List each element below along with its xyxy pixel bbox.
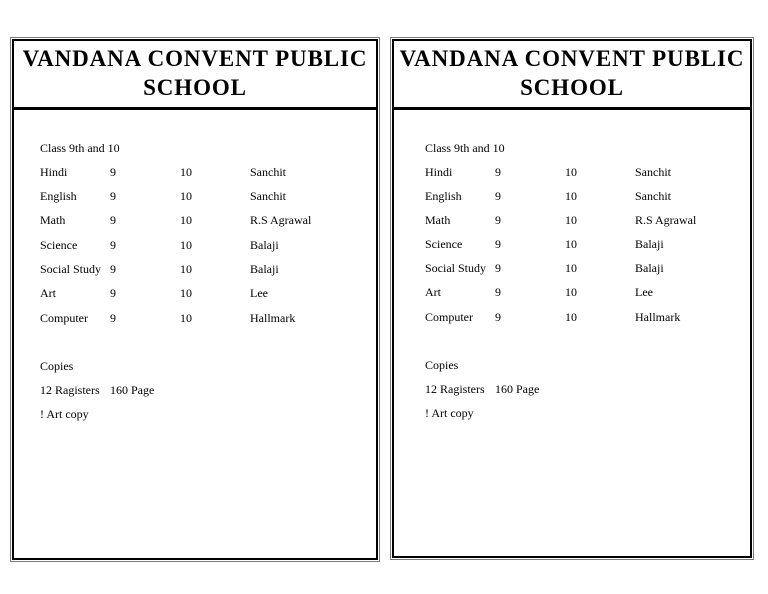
- subject: Science: [40, 238, 78, 252]
- copies-item: ! Art copy: [425, 406, 474, 420]
- publisher: Balaji: [635, 261, 664, 275]
- subject: Art: [40, 286, 56, 300]
- subject: Hindi: [425, 165, 453, 179]
- copies-label-text: Copies: [40, 359, 74, 373]
- class-b: 10: [180, 213, 192, 227]
- class-b: 10: [565, 165, 577, 179]
- school-name-line1: VANDANA CONVENT PUBLIC: [399, 46, 745, 71]
- class-a: 9: [495, 213, 501, 227]
- subject: Math: [425, 213, 451, 227]
- school-name: [14, 44, 376, 102]
- copies-detail: 160 Page: [495, 382, 540, 396]
- class-a: 9: [495, 310, 501, 324]
- card-inner-border: [12, 39, 378, 560]
- class-a: 9: [110, 262, 116, 276]
- publisher: R.S Agrawal: [635, 213, 697, 227]
- card-header: [394, 41, 750, 110]
- publisher: Sanchit: [635, 165, 671, 179]
- book-list-card-right: [390, 37, 754, 560]
- card-header: [14, 41, 376, 110]
- subject: Math: [40, 213, 66, 227]
- publisher: Lee: [250, 286, 268, 300]
- class-b: 10: [180, 238, 192, 252]
- class-a: 9: [495, 165, 501, 179]
- class-b: 10: [565, 285, 577, 299]
- class-a: 9: [110, 213, 116, 227]
- subject: Hindi: [40, 165, 68, 179]
- subject: Computer: [40, 311, 88, 325]
- school-name-line2: SCHOOL: [143, 75, 247, 100]
- class-b: 10: [565, 189, 577, 203]
- publisher: Balaji: [250, 262, 279, 276]
- publisher: Hallmark: [635, 310, 681, 324]
- class-a: 9: [110, 286, 116, 300]
- class-b: 10: [565, 310, 577, 324]
- copies-detail: 160 Page: [110, 383, 155, 397]
- copies-label-text: Copies: [425, 358, 459, 372]
- class-b: 10: [180, 286, 192, 300]
- book-list-card-left: [10, 37, 380, 562]
- publisher: Balaji: [635, 237, 664, 251]
- class-a: 9: [110, 189, 116, 203]
- class-a: 9: [495, 285, 501, 299]
- school-name-line1: VANDANA CONVENT PUBLIC: [22, 46, 368, 71]
- school-name: [394, 44, 750, 102]
- publisher: Hallmark: [250, 311, 296, 325]
- class-b: 10: [565, 261, 577, 275]
- class-a: 9: [495, 189, 501, 203]
- subject: Social Study: [40, 262, 102, 276]
- copies-item: ! Art copy: [40, 407, 89, 421]
- class-label-text: Class 9th and 10: [40, 141, 120, 155]
- publisher: Sanchit: [635, 189, 671, 203]
- class-b: 10: [180, 165, 192, 179]
- publisher: Lee: [635, 285, 653, 299]
- subject: English: [40, 189, 77, 203]
- subject: Computer: [425, 310, 473, 324]
- class-label-text: Class 9th and 10: [425, 141, 505, 155]
- copies-item: 12 Ragisters: [425, 382, 485, 396]
- school-name-line2: SCHOOL: [520, 75, 624, 100]
- publisher: Balaji: [250, 238, 279, 252]
- copies-item: 12 Ragisters: [40, 383, 100, 397]
- class-a: 9: [495, 261, 501, 275]
- subject: Art: [425, 285, 441, 299]
- publisher: R.S Agrawal: [250, 213, 312, 227]
- class-a: 9: [495, 237, 501, 251]
- class-b: 10: [180, 189, 192, 203]
- publisher: Sanchit: [250, 189, 286, 203]
- class-a: 9: [110, 311, 116, 325]
- class-b: 10: [180, 311, 192, 325]
- class-a: 9: [110, 165, 116, 179]
- publisher: Sanchit: [250, 165, 286, 179]
- class-a: 9: [110, 238, 116, 252]
- class-b: 10: [565, 237, 577, 251]
- subject: Science: [425, 237, 463, 251]
- subject: English: [425, 189, 462, 203]
- subject: Social Study: [425, 261, 487, 275]
- class-b: 10: [180, 262, 192, 276]
- class-b: 10: [565, 213, 577, 227]
